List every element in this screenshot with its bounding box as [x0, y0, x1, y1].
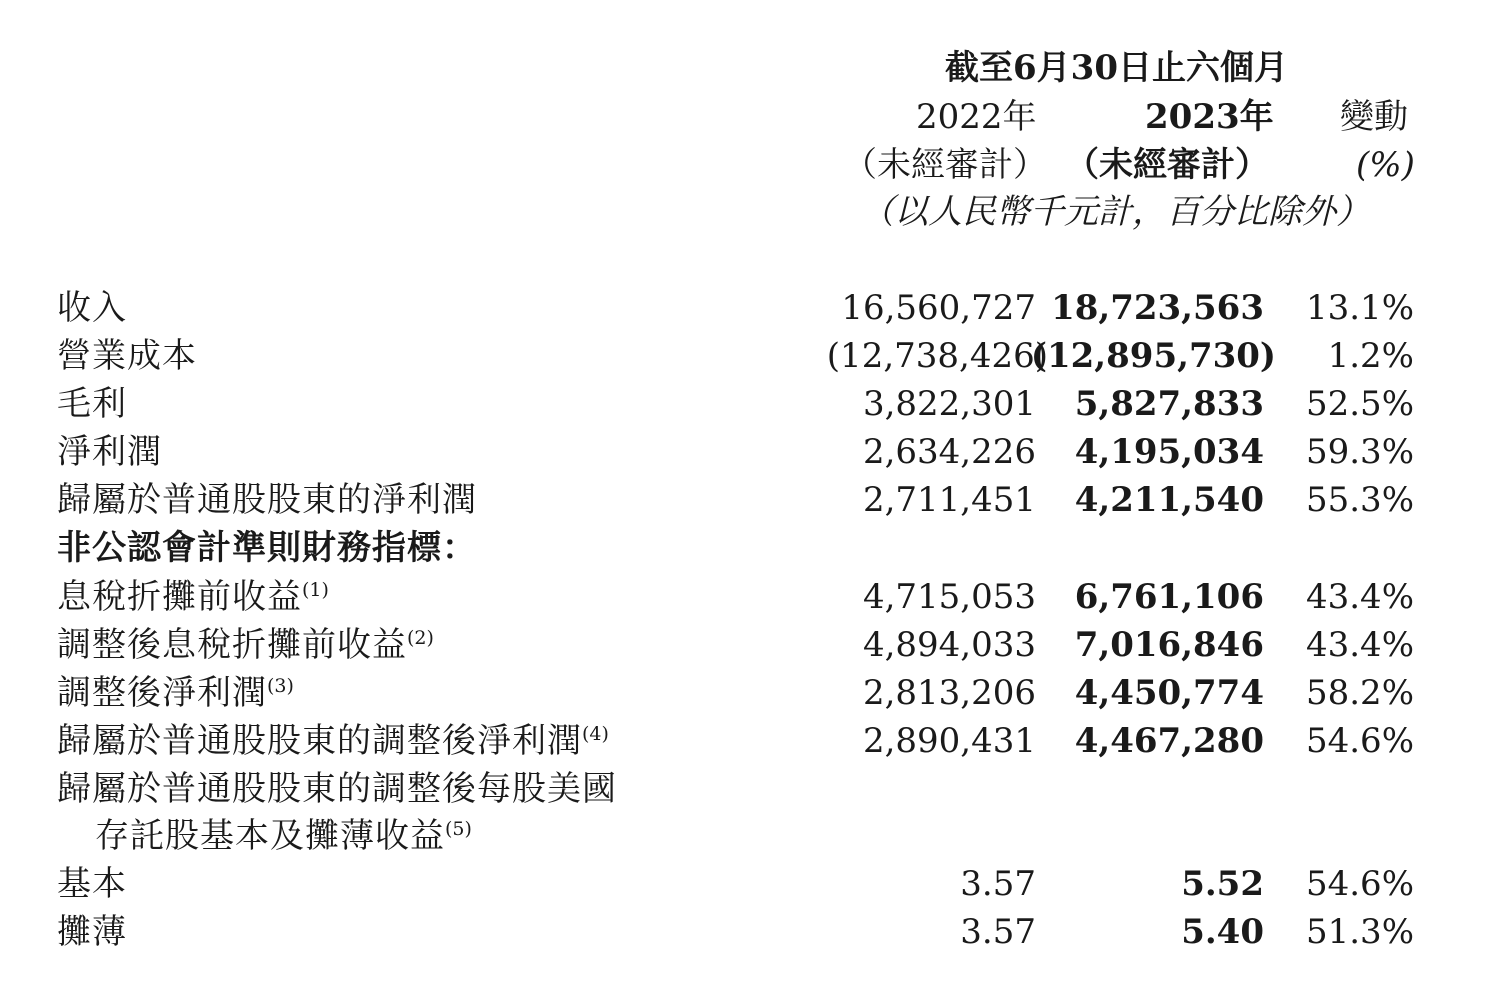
table-row: [0, 428, 1486, 476]
table-row: [0, 573, 1486, 621]
row-label-text: 存託股基本及攤薄收益: [95, 816, 445, 856]
value-change: 59.3%: [1305, 432, 1414, 472]
year-2023-header: 2023年: [1145, 97, 1274, 137]
value-2022: 2,634,226: [862, 432, 1036, 472]
row-label: 淨利潤: [57, 432, 162, 472]
value-2022: 2,813,206: [862, 673, 1036, 713]
value-change: 52.5%: [1305, 384, 1414, 424]
unaudited-2022-label: （未經審計）: [843, 145, 1047, 185]
value-change: 55.3%: [1305, 480, 1414, 520]
value-2023: 4,467,280: [1074, 721, 1264, 761]
value-2023: 4,211,540: [1074, 480, 1264, 520]
footnote-marker: (3): [267, 675, 294, 697]
footnote-marker: (1): [302, 579, 329, 601]
row-label-text: 調整後息稅折攤前收益: [57, 625, 407, 665]
row-label: [57, 621, 434, 674]
section-heading: 非公認會計準則財務指標：: [57, 528, 477, 568]
unaudited-2023-label: （未經審計）: [1065, 145, 1269, 185]
value-2023: 5.52: [1181, 864, 1264, 904]
table-row: [0, 717, 1486, 765]
value-2023: 5,827,833: [1074, 384, 1264, 424]
row-label: 收入: [57, 288, 127, 328]
footnote-marker: (4): [582, 723, 609, 745]
table-row: [0, 332, 1486, 380]
value-2023: 7,016,846: [1074, 625, 1264, 665]
value-change: 43.4%: [1305, 577, 1414, 617]
footnote-marker: (2): [407, 627, 434, 649]
row-label-text: 息稅折攤前收益: [57, 577, 302, 617]
row-label: [57, 573, 329, 626]
row-label: 歸屬於普通股股東的調整後每股美國: [57, 769, 617, 809]
row-label: 毛利: [57, 384, 127, 424]
table-row: [0, 476, 1486, 524]
row-label: 營業成本: [57, 336, 197, 376]
table-row: [0, 908, 1486, 956]
units-note: （以人民幣千元計，百分比除外）: [860, 192, 1370, 232]
value-2022: 3,822,301: [862, 384, 1036, 424]
value-2022: 4,715,053: [862, 577, 1036, 617]
table-row: [0, 621, 1486, 669]
period-header: 截至6月30日止六個月: [945, 48, 1288, 88]
year-2022-header: 2022年: [916, 97, 1037, 137]
value-2023: 18,723,563: [1051, 288, 1264, 328]
row-label: [57, 669, 294, 722]
row-label: [57, 717, 609, 770]
table-row: [0, 860, 1486, 908]
row-label-text: 調整後淨利潤: [57, 673, 267, 713]
footnote-marker: (5): [445, 818, 472, 840]
value-2022: 2,890,431: [862, 721, 1036, 761]
value-2022: (12,738,426): [826, 336, 1048, 376]
value-change: 54.6%: [1305, 864, 1414, 904]
row-label: 基本: [57, 864, 127, 904]
value-2023: (12,895,730): [1030, 336, 1276, 376]
value-change: 43.4%: [1305, 625, 1414, 665]
value-2022: 3.57: [960, 864, 1036, 904]
value-change: 54.6%: [1305, 721, 1414, 761]
value-2022: 2,711,451: [862, 480, 1036, 520]
value-change: 51.3%: [1305, 912, 1414, 952]
percent-label: (%): [1356, 145, 1415, 185]
value-2022: 3.57: [960, 912, 1036, 952]
section-row: [0, 524, 1486, 572]
table-row: [0, 380, 1486, 428]
table-row: [0, 284, 1486, 332]
table-row: [0, 765, 1486, 813]
table-row: [0, 669, 1486, 717]
value-2022: 16,560,727: [841, 288, 1036, 328]
row-label: [95, 812, 472, 865]
value-change: 1.2%: [1327, 336, 1414, 376]
value-change: 58.2%: [1305, 673, 1414, 713]
row-label-text: 歸屬於普通股股東的調整後淨利潤: [57, 721, 582, 761]
value-change: 13.1%: [1305, 288, 1414, 328]
row-label: 歸屬於普通股股東的淨利潤: [57, 480, 477, 520]
value-2023: 5.40: [1181, 912, 1264, 952]
row-label: 攤薄: [57, 912, 127, 952]
value-2023: 4,195,034: [1074, 432, 1264, 472]
value-2022: 4,894,033: [862, 625, 1036, 665]
table-row: [0, 812, 1486, 860]
value-2023: 6,761,106: [1074, 577, 1264, 617]
value-2023: 4,450,774: [1074, 673, 1264, 713]
change-header: 變動: [1340, 97, 1408, 137]
